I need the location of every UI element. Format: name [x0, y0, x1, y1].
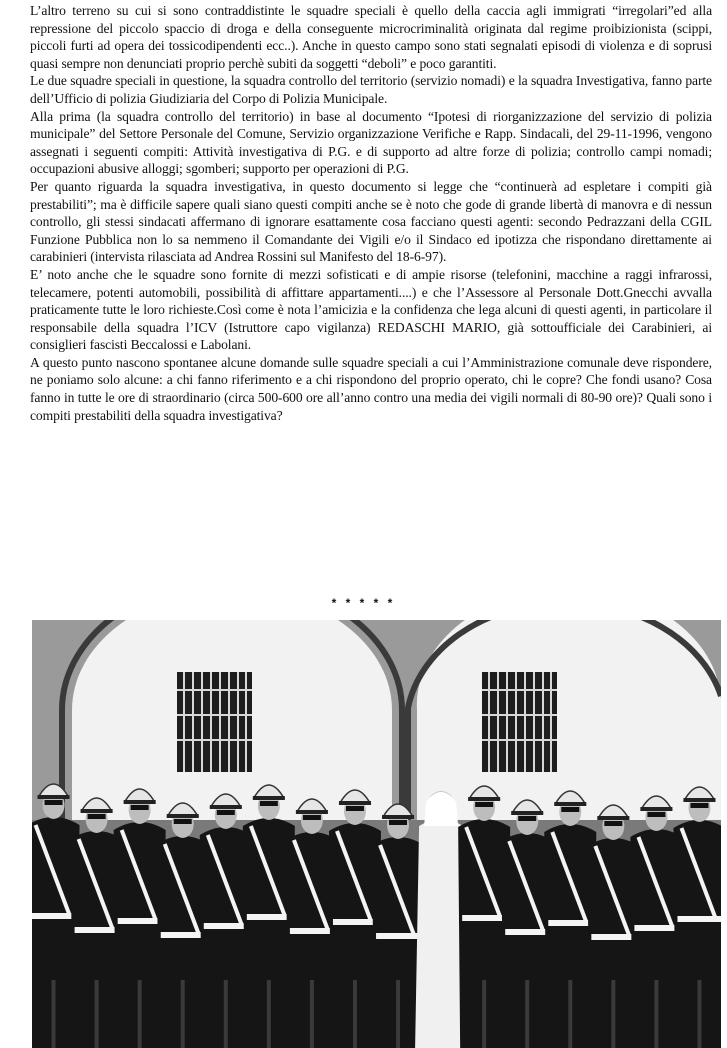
photo-window-right [482, 672, 557, 772]
paragraph-squadre-speciali: Le due squadre speciali in questione, la squadra controllo del territorio (servizio nomadi) e la squadra Investigativa, fanno parte dell’Ufficio di polizia Giudiziaria del Corpo di Polizia Municipale. [30, 73, 712, 106]
paragraph-squadra-investigativa: Per quanto riguarda la squadra investigativa, in questo documento si legge che “continuerà ad espletare i compiti già prestabiliti”; ma è difficile sapere quali siano questi compiti anche se è noto che gode di grande libertà di manovra e di nessun controllo, gli stessi sindacati affermano di ignorare esattamente cosa facciano questi agenti: secondo Pedrazzani della CGIL Funzione Pubblica non lo sa nemmeno il Comandante dei Vigili e/o il Sindaco ed ipotizza che rispondano direttamente ai carabinieri (intervista rilasciata ad Andrea Rossini sul Manifesto del 18-6-97). [30, 178, 712, 265]
paragraph-domande: A questo punto nascono spontanee alcune domande sulle squadre speciali a cui l’Amministrazione comunale deve rispondere, ne poniamo solo alcune: a chi fanno riferimento e a chi rispondono del proprio operato, chi le copre? Che fondi usano? Cosa fanno in tutte le ore di straordinario (circa 500-600 ore all’anno contro una media dei vigili normali di 80-90 ore)? Quali sono i compiti prestabiliti della squadra investigativa? [30, 354, 712, 423]
photo-arch-right [417, 620, 721, 820]
group-photo-officers-icon [32, 620, 721, 1048]
section-separator: * * * * * [331, 596, 396, 610]
photo-window-left [177, 672, 252, 772]
paragraph-immigrati: L’altro terreno su cui si sono contraddistinte le squadre speciali è quello della caccia agli immigrati “irregolari”ed alla repressione del piccolo spaccio di droga e della conseguente microcriminalità originata dal regime proibizionista (scippi, piccoli furti ad opera dei tossicodipendenti ecc..). Anche in questo campo sono stati segnalati episodi di violenza e di soprusi quasi sempre non denunciati proprio perchè subiti da soggetti “deboli” e poco garantiti. [30, 3, 712, 71]
group-photo [32, 620, 721, 1048]
officer-figure [673, 787, 721, 1048]
paragraph-controllo-territorio: Alla prima (la squadra controllo del territorio) in base al documento “Ipotesi di riorganizzazione del servizio di polizia municipale” del Settore Personale del Comune, Servizio organizzazione Verifiche e Rapp. Sindacali, del 29-11-1996, vengono assegnati i seguenti compiti: Attività investigativa di P.G. e di supporto ad altre forze di polizia; controllo campi nomadi; occupazioni abusive alloggi; sgomberi; supporto per operazioni di P.G. [30, 108, 712, 177]
article-text [30, 2, 712, 424]
paragraph-mezzi-risorse: E’ noto anche che le squadre sono fornite di mezzi sofisticati e di ampie risorse (telefonini, macchine a raggi infrarossi, telecamere, potenti automobili, possibilità di affittare appartamenti....) e che l’Assessore al Personale Dott.Gnecchi avvalla praticamente tutte le loro richieste.Così come è nota l’amicizia e la confidenza che lega alcuni di questi agenti, in particolare il responsabile della squadra l’ICV (Istruttore capo vigilanza) REDASCHI MARIO, già sottoufficiale dei Carabinieri, ai consiglieri fascisti Beccalossi e Labolani. [30, 266, 712, 353]
